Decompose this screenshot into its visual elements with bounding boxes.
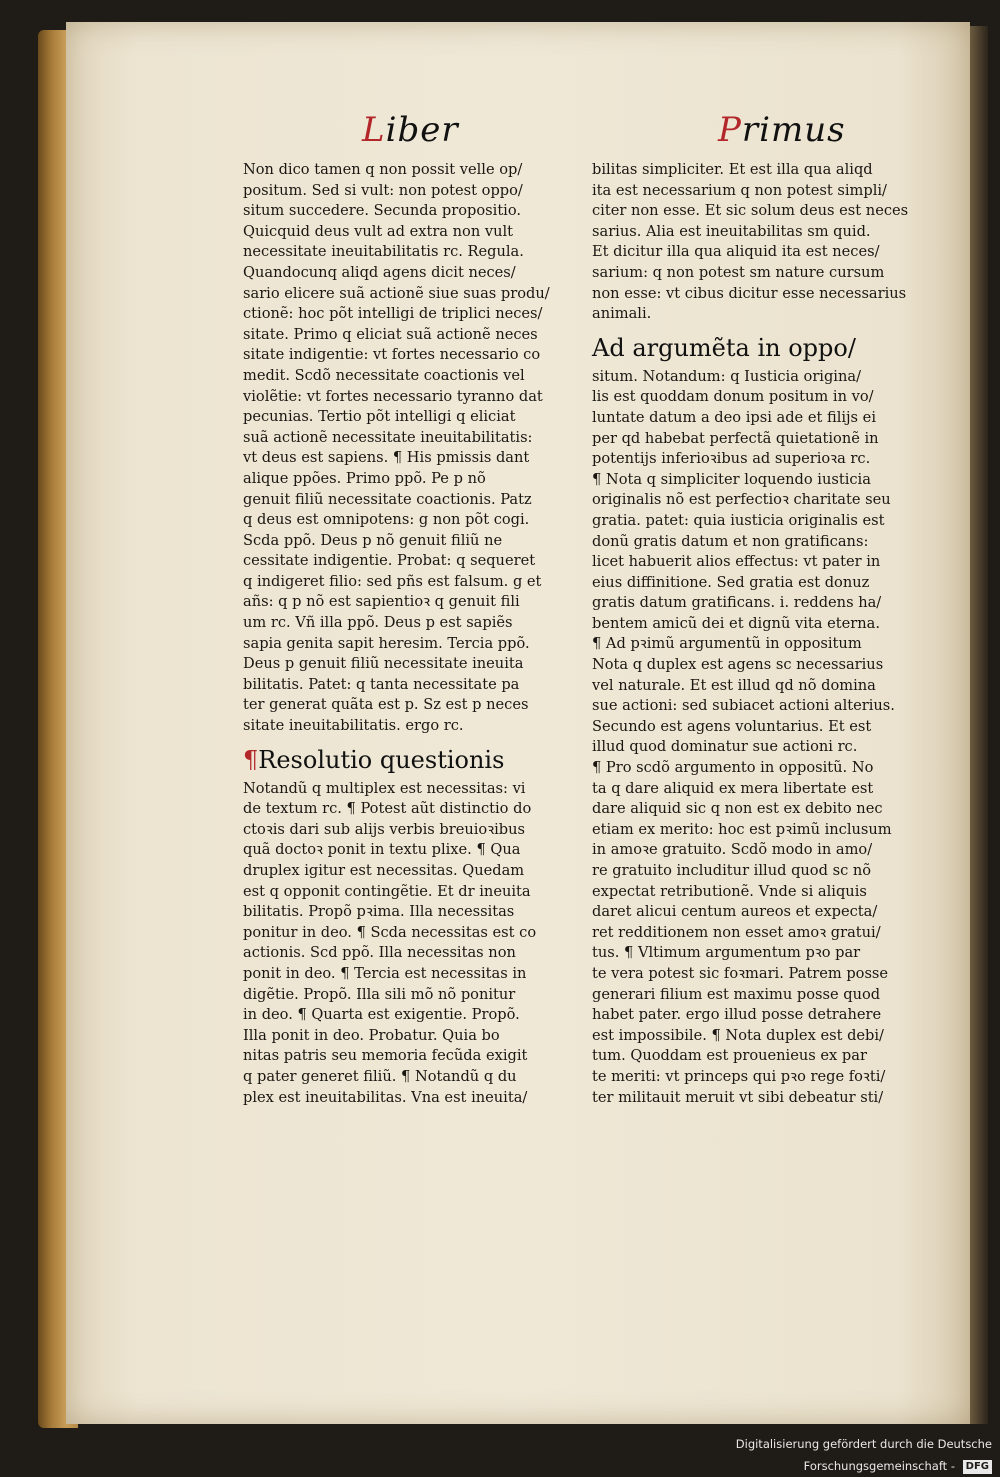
- text-line: Nota q duplex est agens sc necessarius: [592, 656, 884, 674]
- right-column-text-block: [592, 160, 937, 325]
- text-line: bilitas simpliciter. Et est illa qua aliqd: [592, 161, 873, 178]
- text-line: plex est ineuitabilitas. Vna est ineuita/: [243, 1088, 528, 1106]
- text-line: pecunias. Tertio põt intelligi q eliciat: [243, 408, 516, 426]
- text-column-right: [592, 160, 937, 1108]
- text-line: digẽtie. Propõ. Illa sili mõ nõ ponitur: [243, 985, 516, 1003]
- left-column-text-block: [243, 779, 588, 1109]
- text-line: Illa ponit in deo. Probatur. Quia bo: [243, 1026, 500, 1044]
- digitization-credit: [600, 1433, 1000, 1473]
- text-line: suã actionẽ necessitate ineuitabilitatis:: [243, 428, 533, 446]
- text-line: q indigeret filio: sed pñs est falsum. g et: [243, 572, 542, 590]
- text-line: sarius. Alia est ineuitabilitas sm quid.: [592, 222, 871, 240]
- text-line: ponit in deo. ¶ Tercia est necessitas in: [243, 964, 527, 982]
- text-line: Secundo est agens voluntarius. Et est: [592, 717, 872, 735]
- text-line: te meriti: vt princeps qui pꝛo rege foꝛti/: [592, 1067, 886, 1085]
- running-head-right-text: Primus: [718, 110, 846, 150]
- text-line: bilitatis. Propõ pꝛima. Illa necessitas: [243, 903, 515, 921]
- text-line: licet habuerit alios effectus: vt pater in: [592, 553, 881, 571]
- text-line: ter generat quãta est p. Sz est p neces: [243, 696, 529, 714]
- credit-text: Digitalisierung gefördert durch die Deutsche Forschungsgemeinschaft -: [735, 1437, 992, 1473]
- text-line: quã doctoꝛ ponit in textu plixe. ¶ Qua: [243, 841, 521, 859]
- text-line: actionis. Scd ppõ. Illa necessitas non: [243, 944, 516, 962]
- left-column-text-block: [243, 160, 588, 737]
- text-line: genuit filiũ necessitate coactionis. Patz: [243, 490, 532, 508]
- text-line: est q opponit contingẽtie. Et dr ineuita: [243, 882, 531, 900]
- text-line: sue actioni: sed subiacet actioni alterius.: [592, 697, 895, 715]
- text-line: violẽtie: vt fortes necessario tyranno dat: [243, 387, 543, 405]
- text-line: q pater generet filiũ. ¶ Notandũ q du: [243, 1067, 517, 1085]
- text-line: habet pater. ergo illud posse detrahere: [592, 1006, 882, 1024]
- text-line: ¶ Ad pꝛimũ argumentũ in oppositum: [592, 635, 862, 653]
- text-line: expectat retributionẽ. Vnde si aliquis: [592, 882, 867, 900]
- text-line: sitate ineuitabilitatis. ergo rc.: [243, 717, 464, 735]
- text-line: medit. Scdõ necessitate coactionis vel: [243, 366, 525, 384]
- text-line: etiam ex merito: hoc est pꝛimũ inclusum: [592, 820, 892, 838]
- text-line: Deus p genuit filiũ necessitate ineuita: [243, 655, 524, 673]
- text-line: sario elicere suã actionẽ siue suas produ/: [243, 284, 550, 302]
- text-line: est impossibile. ¶ Nota duplex est debi/: [592, 1026, 884, 1044]
- section-heading-text: Resolutio questionis: [258, 745, 505, 774]
- text-line: ¶ Pro scdõ argumento in oppositũ. No: [592, 759, 874, 777]
- text-line: ponitur in deo. ¶ Scda necessitas est co: [243, 923, 537, 941]
- text-line: originalis nõ est perfectioꝛ charitate seu: [592, 491, 891, 509]
- text-line: um rc. Vñ illa ppõ. Deus p est sapiẽs: [243, 614, 513, 632]
- text-line: illud quod dominatur sue actioni rc.: [592, 738, 858, 756]
- section-heading-argumenta: [592, 331, 937, 365]
- text-line: Quicquid deus vult ad extra non vult: [243, 222, 514, 240]
- text-line: Scda ppõ. Deus p nõ genuit filiũ ne: [243, 531, 503, 549]
- text-line: ctionẽ: hoc põt intelligi de triplici neces/: [243, 305, 543, 323]
- text-line: luntate datum a deo ipsi ade et filijs ei: [592, 408, 876, 426]
- text-line: alique ppões. Primo ppõ. Pe p nõ: [243, 469, 486, 487]
- page-gutter: [970, 26, 988, 1424]
- section-heading-resolutio: [243, 743, 588, 777]
- running-head-right: [718, 110, 846, 150]
- text-line: bilitatis. Patet: q tanta necessitate pa: [243, 675, 520, 693]
- text-line: eius diffinitione. Sed gratia est donuz: [592, 573, 870, 591]
- text-line: sitate. Primo q eliciat suã actionẽ neces: [243, 325, 538, 343]
- text-line: necessitate ineuitabilitatis rc. Regula.: [243, 243, 524, 261]
- text-line: ctoꝛis dari sub alijs verbis breuioꝛibus: [243, 820, 526, 838]
- text-line: daret alicui centum aureos et expecta/: [592, 903, 878, 921]
- text-line: druplex igitur est necessitas. Quedam: [243, 862, 525, 879]
- text-line: Quandocunq aliqd agens dicit neces/: [243, 263, 516, 281]
- text-line: cessitate indigentie. Probat: q sequeret: [243, 552, 536, 570]
- text-line: ret redditionem non esset amoꝛ gratui/: [592, 923, 881, 941]
- text-column-left: [243, 160, 588, 1108]
- text-line: vt deus est sapiens. ¶ His pmissis dant: [243, 449, 530, 467]
- text-line: sapia genita sapit heresim. Tercia ppõ.: [243, 634, 530, 652]
- text-line: animali.: [592, 305, 652, 323]
- text-line: ¶ Nota q simpliciter loquendo iusticia: [592, 470, 871, 488]
- text-line: dare aliquid sic q non est ex debito nec: [592, 800, 883, 818]
- text-line: sitate indigentie: vt fortes necessario co: [243, 346, 541, 364]
- text-line: ter militauit meruit vt sibi debeatur sti/: [592, 1088, 884, 1106]
- text-line: Et dicitur illa qua aliquid ita est neces/: [592, 243, 880, 261]
- text-line: nitas patris seu memoria fecũda exigit: [243, 1047, 528, 1065]
- section-heading-text: Ad argumẽta in oppo/: [592, 333, 856, 362]
- text-line: tum. Quoddam est prouenieus ex par: [592, 1047, 867, 1065]
- text-line: non esse: vt cibus dicitur esse necessarius: [592, 284, 907, 302]
- running-head-left: [362, 110, 459, 150]
- text-line: in deo. ¶ Quarta est exigentie. Propõ.: [243, 1006, 520, 1024]
- text-line: q deus est omnipotens: g non põt cogi.: [243, 511, 530, 529]
- text-line: tus. ¶ Vltimum argumentum pꝛo par: [592, 944, 861, 962]
- text-line: te vera potest sic foꝛmari. Patrem posse: [592, 964, 889, 982]
- text-line: ta q dare aliquid ex mera libertate est: [592, 779, 874, 797]
- text-line: bentem amicũ dei et dignũ vita eterna.: [592, 614, 880, 632]
- text-line: situm. Notandum: q Iusticia origina/: [592, 367, 861, 385]
- text-line: potentijs inferioꝛibus ad superioꝛa rc.: [592, 450, 871, 468]
- dfg-logo: DFG: [963, 1460, 992, 1474]
- text-line: sarium: q non potest sm nature cursum: [592, 263, 885, 281]
- text-line: re gratuito includitur illud quod sc nõ: [592, 862, 872, 879]
- text-line: in amoꝛe gratuito. Scdõ modo in amo/: [592, 841, 873, 859]
- text-line: Non dico tamen q non possit velle op/: [243, 161, 523, 178]
- text-line: ita est necessarium q non potest simpli/: [592, 181, 887, 199]
- text-line: generari filium est maximu posse quod: [592, 985, 881, 1003]
- text-line: situm succedere. Secunda propositio.: [243, 202, 522, 220]
- text-line: gratis datum gratificans. i. reddens ha/: [592, 594, 882, 612]
- text-line: positum. Sed si vult: non potest oppo/: [243, 181, 523, 199]
- running-head-left-text: Liber: [362, 110, 459, 150]
- text-line: donũ gratis datum et non gratificans:: [592, 532, 869, 550]
- text-line: per qd habebat perfectã quietationẽ in: [592, 429, 879, 447]
- right-column-text-block: [592, 367, 937, 1108]
- text-line: de textum rc. ¶ Potest aũt distinctio do: [243, 800, 532, 818]
- text-line: añs: q p nõ est sapientioꝛ q genuit fili: [243, 593, 520, 611]
- text-line: gratia. patet: quia iusticia originalis est: [592, 511, 885, 529]
- text-line: vel naturale. Et est illud qd nõ domina: [592, 676, 876, 694]
- paragraph-mark-icon: ¶: [243, 745, 259, 774]
- text-line: citer non esse. Et sic solum deus est neces: [592, 202, 909, 220]
- text-line: lis est quoddam donum positum in vo/: [592, 388, 874, 406]
- text-line: Notandũ q multiplex est necessitas: vi: [243, 779, 526, 797]
